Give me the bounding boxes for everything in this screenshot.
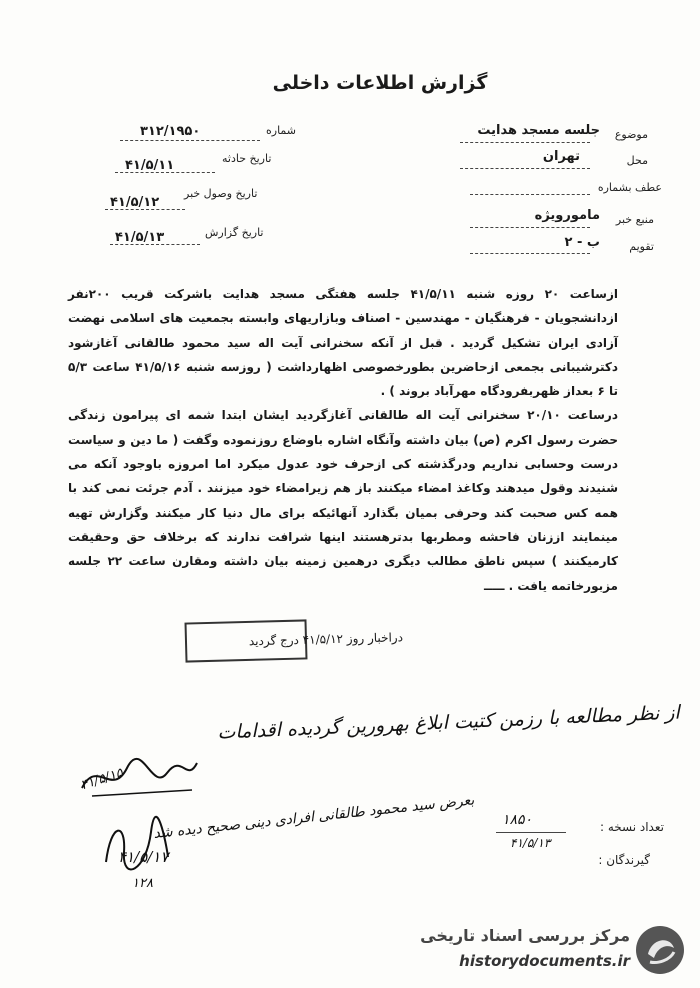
ref-underline: [470, 194, 590, 195]
body-paragraph-2: درساعت ۲۰/۱۰ سخنرانی آیت اله طالقانی آغازگردید ایشان ابتدا شمه ای پیرامون زندگی حضرت رسول اکرم (ص) بیان داشته وآنگاه اشاره باوضاع روزنموده وگفت ( ما دین و سیاست درست وحسابی نداریم ودرگذشته کی ازحرف خود عدول میکرد اما امروزه باوجود آنکه می شنیدند وقول میدهند وکاغذ امضاء میکنند باز هم زیرامضاء خود میزنند . آدم جرئت نمی کند با همه کس صحبت کند وحرفی بمیان بگذارد آنهائیکه برای مال دنیا کار میکنند وگزارش تهیه مینمایند اززنان فاحشه ومطربها بدترهستند اینها شرافت ندارند که برخلاف حق وحقیقت کارمیکنند ) سپس ناطق مطالب دیگری درهمین زمینه بیان داشته ومقارن ساعت ۲۲ جلسه مزبورخاتمه یافت . ـــــ: [68, 408, 619, 593]
copies-date: ۴۱/۵/۱۳: [510, 836, 551, 850]
body-paragraph-1: ازساعت ۲۰ روزه شنبه ۴۱/۵/۱۱ جلسه هفتگی مسجد هدایت باشرکت قریب ۲۰۰نفر ازدانشجویان - فرهنگیان - مهندسین - اصناف وبازاریهای وابسته بجمعیت های اسلامی نهضت آزادی ایران تشکیل گردید . قبل از آنکه سخنرانی آیت اله سید محمود طالقانی آغازشود دکترشیبانی بجمعی ازحاضرین بطورخصوصی اظهارداشت ( روزسه شنبه ۴۱/۵/۱۶ ساعت ۵/۳ تا ۶ بعداز ظهربفرودگاه مهرآباد بروند ) .: [68, 287, 619, 399]
archive-logo-name: مرکز بررسی اسناد تاریخی: [420, 926, 630, 945]
rating-label: تقویم: [629, 240, 654, 253]
archive-emblem-icon: [634, 924, 686, 976]
recipients-label: گیرندگان :: [598, 853, 650, 867]
source-label: منبع خبر: [615, 213, 654, 226]
subject-value: جلسه مسجد هدایت: [477, 123, 600, 138]
event-date-label: تاریخ حادثه: [222, 152, 272, 165]
archive-logo: [420, 920, 690, 980]
number-label: شماره: [266, 124, 297, 137]
report-date-underline: [110, 244, 200, 245]
copies-fraction-line: [496, 832, 566, 833]
source-value: مامورویژه: [534, 208, 600, 223]
report-date-value: ۴۱/۵/۱۳: [115, 230, 165, 245]
handwritten-initials-date: ۴۱/۵/۱۵: [78, 765, 125, 794]
handwritten-lower-note: بعرض سید محمود طالقانی افرادی دینی صحیح دیده شد: [152, 792, 476, 842]
handwritten-main-note: از نظر مطالعه با رزمن کتیت ابلاغ بهرورین گردیده اقدامات: [217, 701, 681, 744]
ref-label: عطف بشماره: [597, 181, 662, 194]
archive-logo-url: historydocuments.ir: [459, 952, 630, 970]
subject-underline: [460, 142, 590, 143]
number-value: ۳۱۲/۱۹۵۰: [140, 124, 201, 139]
report-date-label: تاریخ گزارش: [205, 226, 264, 239]
event-date-value: ۴۱/۵/۱۱: [125, 158, 175, 173]
rating-value: ب - ۲: [564, 235, 600, 250]
subject-label: موضوع: [614, 128, 648, 141]
event-date-underline: [115, 172, 215, 173]
receipt-date-value: ۴۱/۵/۱۲: [110, 195, 160, 210]
handwritten-lower-date: ۴۱/۵/۱۷: [118, 848, 169, 866]
copies-label: تعداد نسخه :: [599, 820, 664, 834]
source-underline: [470, 227, 590, 228]
receipt-date-label: تاریخ وصول خبر: [184, 187, 258, 200]
report-body: [68, 282, 618, 598]
place-value: تهران: [542, 149, 580, 164]
place-label: محل: [626, 154, 648, 167]
number-underline: [120, 140, 260, 141]
newspaper-stamp-text: دراخبار روز ۴۱/۵/۱۲ درج گردید: [248, 630, 404, 649]
copies-value: ۱۸۵۰: [502, 812, 533, 828]
handwritten-lower-ref: ۱۲۸: [132, 876, 153, 891]
handwritten-signature-bottom: [96, 812, 176, 882]
rating-underline: [470, 253, 590, 254]
document-title: گزارش اطلاعات داخلی: [272, 72, 488, 94]
receipt-date-underline: [105, 209, 185, 210]
place-underline: [460, 168, 590, 169]
